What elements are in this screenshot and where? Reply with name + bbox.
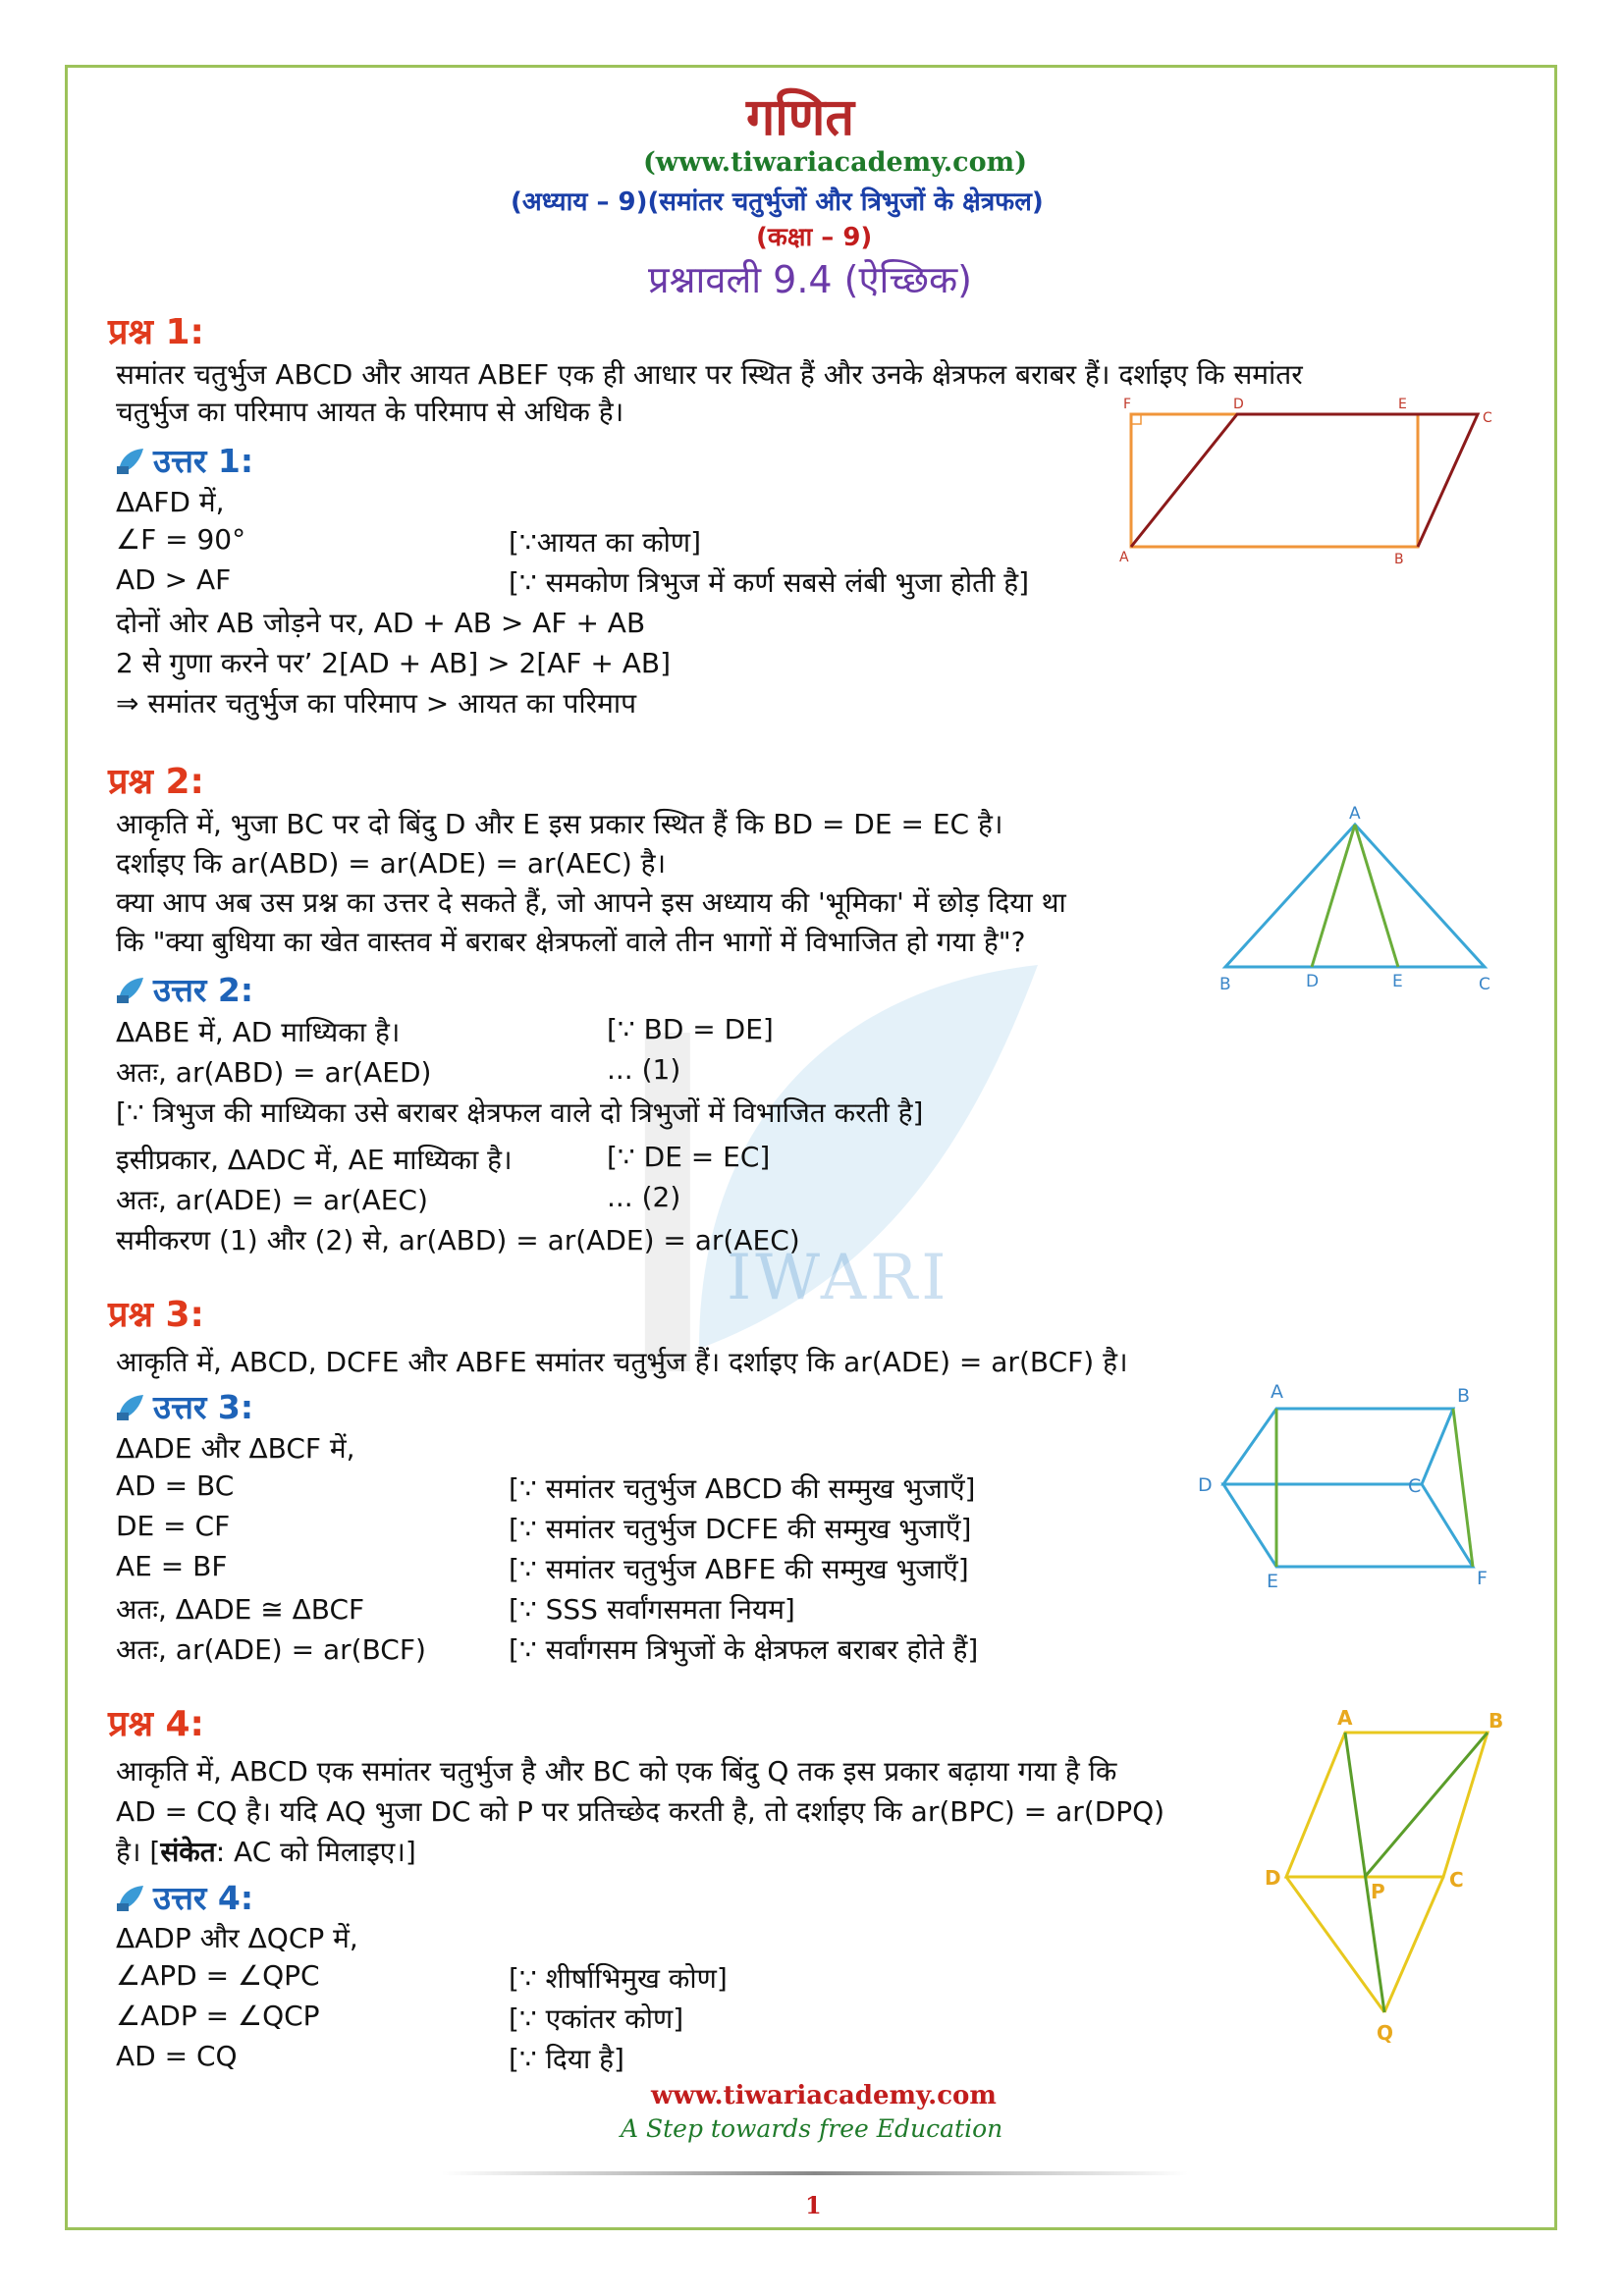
question-2-text-3: क्या आप अब उस प्रश्न का उत्तर दे सकते हैं, जो आपने इस अध्याय की 'भूमिका' में छोड़ दिया था [116, 886, 1066, 919]
segment-bp [1365, 1733, 1488, 1877]
question-4-text-2: AD = CQ है। यदि AQ भुजा DC को P पर प्रतिच्छेद करती है, तो दर्शाइए कि ar(BPC) = ar(DPQ) [116, 1795, 1165, 1828]
answer-1-line-1: ΔAFD में, [116, 486, 225, 518]
parallelogram-abcd [1131, 414, 1478, 547]
answer-2-line-5b: ... (2) [607, 1181, 681, 1213]
label-D: D [1198, 1474, 1213, 1496]
class-label: (कक्षा – 9) [756, 223, 873, 252]
footer-tagline: A Step towards free Education [621, 2114, 1003, 2143]
answer-2-line-1b: [∵ BD = DE] [607, 1013, 774, 1045]
label-D: D [1306, 972, 1320, 991]
answer-1-line-5: 2 से गुणा करने पर’ 2[AD + AB] > 2[AF + AB] [116, 647, 672, 679]
hint-label: संकेत [160, 1836, 216, 1868]
answer-3-line-4a: AE = BF [116, 1550, 228, 1582]
question-1-text: समांतर चतुर्भुज ABCD और आयत ABEF एक ही आधार पर स्थित हैं और उनके क्षेत्रफल बराबर हैं। दर्शाइए कि समांतर [116, 358, 1303, 391]
answer-2-line-4a: इसीप्रकार, ΔADC में, AE माध्यिका है। [116, 1144, 513, 1176]
label-B: B [1219, 975, 1231, 994]
answer-1-line-6: ⇒ समांतर चतुर्भुज का परिमाप > आयत का परिमाप [116, 687, 637, 720]
question-4-text-3 [116, 1833, 416, 1870]
question-3-text: आकृति में, ABCD, DCFE और ABFE समांतर चतुर्भुज हैं। दर्शाइए कि ar(ADE) = ar(BCF) है। [116, 1346, 1128, 1378]
answer-4-label [116, 1875, 253, 1919]
answer-3-line-6b: [∵ सर्वांगसम त्रिभुजों के क्षेत्रफल बराबर होते हैं] [509, 1633, 979, 1666]
answer-3-line-2a: AD = BC [116, 1469, 235, 1502]
answer-2-line-5a: अतः, ar(ADE) = ar(AEC) [116, 1184, 428, 1216]
label-F: F [1477, 1568, 1488, 1589]
label-E: E [1392, 972, 1403, 991]
question-4-text-1: आकृति में, ABCD एक समांतर चतुर्भुज है और BC को एक बिंदु Q तक इस प्रकार बढ़ाया गया है कि [116, 1755, 1117, 1788]
answer-1-line-3a: AD > AF [116, 563, 232, 596]
answer-3-line-3b: [∵ समांतर चतुर्भुज DCFE की सम्मुख भुजाएँ] [509, 1513, 972, 1545]
answer-4-line-3a: ∠ADP = ∠QCP [116, 2000, 320, 2032]
segment-bf [1453, 1409, 1473, 1567]
parallelogram-dcfe [1223, 1484, 1473, 1567]
footer-url[interactable]: www.tiwariacademy.com [651, 2081, 997, 2110]
page-number: 1 [805, 2191, 822, 2219]
answer-4-line-4a: AD = CQ [116, 2040, 238, 2072]
answer-4-line-2b: [∵ शीर्षाभिमुख कोण] [509, 1962, 728, 1995]
triangle-abc [1225, 825, 1485, 967]
header-url[interactable]: (www.tiwariacademy.com) [643, 147, 1027, 178]
answer-1-label-text: उत्तर 1: [153, 442, 254, 480]
parallelogram-abcd [1286, 1733, 1488, 1877]
segment-ad [1312, 825, 1355, 967]
watermark-text: IWARI [727, 1242, 950, 1314]
question-4-text-3c: : AC को मिलाइए।] [215, 1836, 416, 1868]
answer-1-line-2a: ∠F = 90° [116, 523, 246, 556]
tiwari-logo-icon [116, 1393, 145, 1422]
label-A: A [1119, 550, 1129, 565]
answer-3-line-3a: DE = CF [116, 1510, 231, 1542]
label-C: C [1483, 410, 1492, 426]
answer-1-label [116, 438, 253, 482]
exercise-title: प्रश्नावली 9.4 (ऐच्छिक) [648, 258, 972, 301]
answer-4-label-text: उत्तर 4: [153, 1879, 254, 1917]
answer-2-line-4b: [∵ DE = EC] [607, 1141, 771, 1173]
tiwari-logo-icon [116, 976, 145, 1005]
figure-2-triangle-medians [1208, 795, 1502, 1001]
label-C: C [1449, 1868, 1464, 1892]
label-A: A [1349, 804, 1361, 824]
answer-2-line-1a: ΔABE में, AD माध्यिका है। [116, 1016, 401, 1048]
figure-4-parallelogram-extended [1257, 1698, 1522, 2052]
answer-1-line-3b: [∵ समकोण त्रिभुज में कर्ण सबसे लंबी भुजा होती है] [509, 566, 1030, 599]
answer-3-line-4b: [∵ समांतर चतुर्भुज ABFE की सम्मुख भुजाएँ] [509, 1553, 969, 1585]
question-2-text-2: दर्शाइए कि ar(ABD) = ar(ADE) = ar(AEC) है। [116, 847, 667, 880]
tiwari-logo-icon [116, 447, 145, 476]
answer-2-label-text: उत्तर 2: [153, 971, 254, 1009]
answer-3-line-5b: [∵ SSS सर्वांगसमता नियम] [509, 1593, 795, 1626]
label-A: A [1271, 1381, 1283, 1403]
segment-cq [1384, 1877, 1443, 2012]
label-Q: Q [1377, 2021, 1394, 2045]
answer-2-line-3: [∵ त्रिभुज की माध्यिका उसे बराबर क्षेत्रफल वाले दो त्रिभुजों में विभाजित करती है] [116, 1096, 924, 1129]
label-P: P [1371, 1880, 1385, 1903]
question-4-label: प्रश्न 4: [108, 1704, 204, 1744]
rectangle-abef [1131, 414, 1418, 547]
question-1-label: प्रश्न 1: [108, 312, 204, 352]
label-C: C [1479, 975, 1490, 994]
question-2-label: प्रश्न 2: [108, 762, 204, 802]
question-2-text-4: कि "क्या बुधिया का खेत वास्तव में बराबर क्षेत्रफलों वाले तीन भागों में विभाजित हो गया है"? [116, 926, 1026, 958]
segment-ae [1355, 825, 1398, 967]
answer-3-label-text: उत्तर 3: [153, 1388, 254, 1426]
answer-3-line-1: ΔADE और ΔBCF में, [116, 1432, 355, 1465]
page-title: गणित [746, 88, 854, 147]
label-A: A [1337, 1706, 1353, 1730]
footer-divider [442, 2171, 1188, 2175]
label-B: B [1489, 1709, 1504, 1733]
parallelogram-abcd [1223, 1409, 1453, 1484]
answer-3-line-2b: [∵ समांतर चतुर्भुज ABCD की सम्मुख भुजाएँ] [509, 1472, 976, 1505]
question-3-label: प्रश्न 3: [108, 1295, 204, 1335]
segment-aq [1345, 1733, 1384, 2012]
figure-3-parallelograms [1188, 1374, 1512, 1595]
question-1-text-cont: चतुर्भुज का परिमाप आयत के परिमाप से अधिक है। [116, 396, 624, 428]
answer-2-label [116, 967, 253, 1011]
label-B: B [1394, 552, 1404, 567]
answer-4-line-2a: ∠APD = ∠QPC [116, 1959, 320, 1992]
answer-3-line-6a: अतः, ar(ADE) = ar(BCF) [116, 1633, 426, 1666]
label-E: E [1398, 397, 1407, 412]
answer-1-line-2b: [∵आयत का कोण] [509, 526, 702, 559]
answer-2-line-2a: अतः, ar(ABD) = ar(AED) [116, 1056, 432, 1089]
answer-3-line-5a: अतः, ΔADE ≅ ΔBCF [116, 1593, 365, 1626]
label-D: D [1233, 397, 1244, 412]
answer-2-line-6: समीकरण (1) और (2) से, ar(ABD) = ar(ADE) = ar(AEC) [116, 1224, 800, 1256]
chapter-title: (अध्याय – 9)(समांतर चतुर्भुजों और त्रिभुजों के क्षेत्रफल) [511, 187, 1044, 217]
answer-3-label [116, 1384, 253, 1428]
answer-4-line-4b: [∵ दिया है] [509, 2043, 624, 2075]
answer-4-line-1: ΔADP और ΔQCP में, [116, 1922, 358, 1954]
tiwari-logo-icon [116, 1884, 145, 1913]
figure-1-parallelogram-rectangle [1110, 393, 1502, 579]
question-2-text-1: आकृति में, भुजा BC पर दो बिंदु D और E इस प्रकार स्थित हैं कि BD = DE = EC है। [116, 808, 1003, 840]
label-B: B [1457, 1385, 1471, 1407]
answer-4-line-3b: [∵ एकांतर कोण] [509, 2002, 684, 2035]
label-F: F [1123, 397, 1132, 412]
label-D: D [1265, 1866, 1281, 1890]
label-E: E [1267, 1571, 1279, 1592]
label-C: C [1408, 1475, 1422, 1497]
answer-1-line-4: दोनों ओर AB जोड़ने पर, AD + AB > AF + AB [116, 607, 646, 639]
answer-2-line-2b: ... (1) [607, 1053, 681, 1086]
question-4-text-3a: है। [ [116, 1836, 161, 1868]
